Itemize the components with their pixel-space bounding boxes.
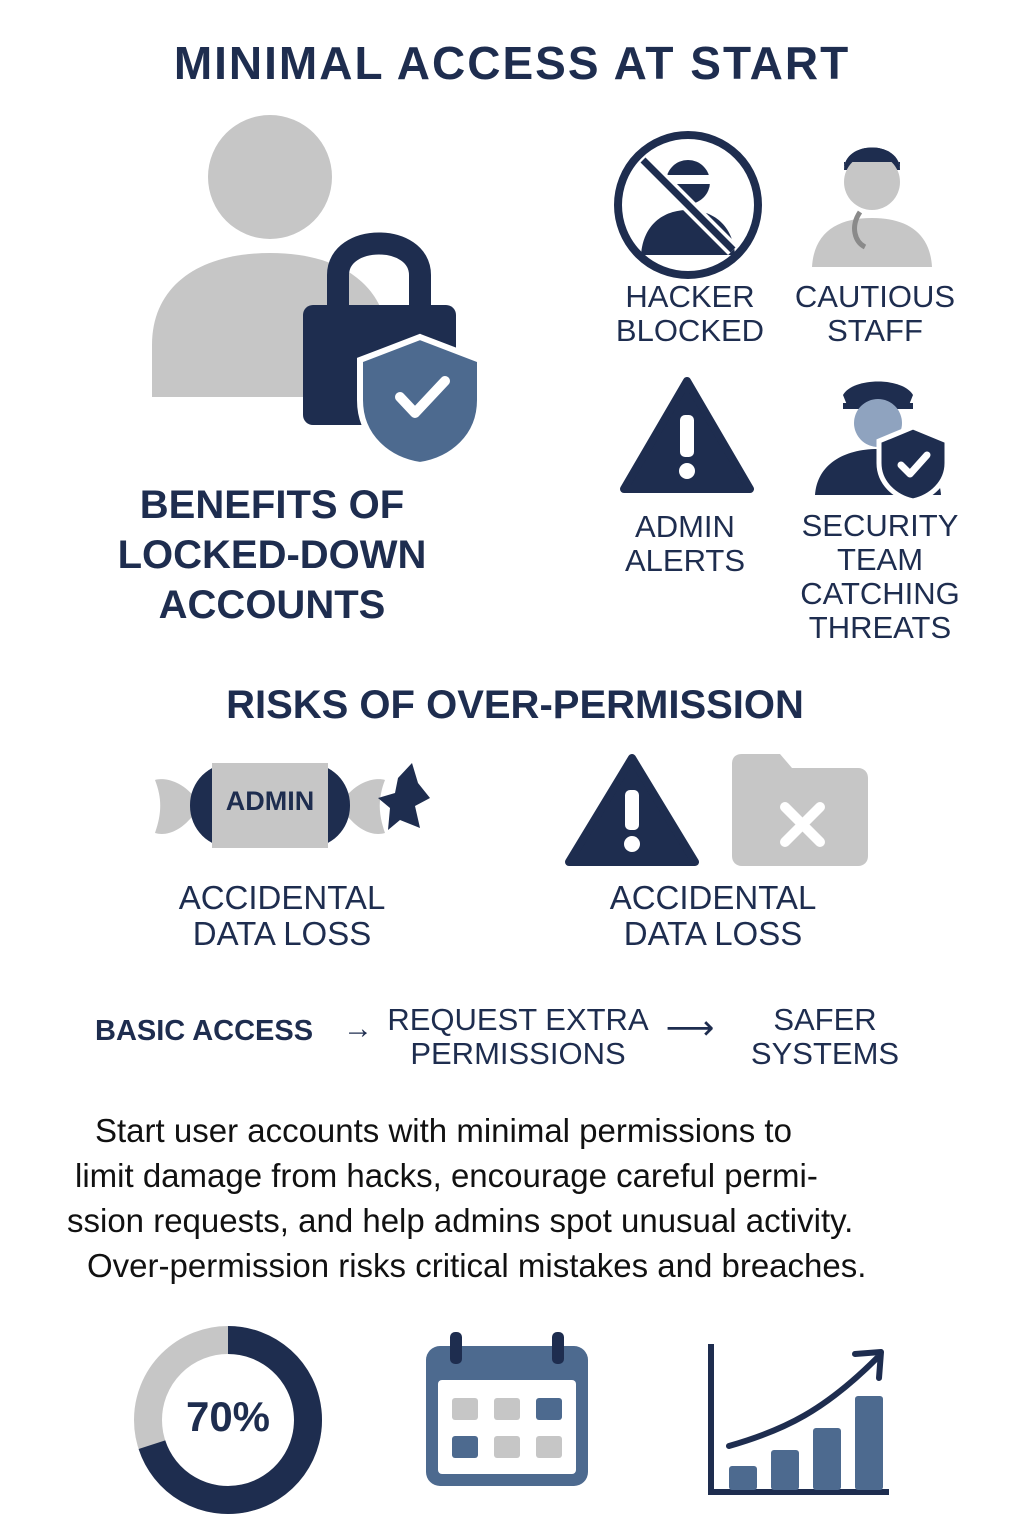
cautious-staff-label: CAUTIOUS STAFF xyxy=(794,279,956,349)
description-paragraph xyxy=(65,1108,1015,1288)
warning-icon xyxy=(620,375,755,495)
flow-step-basic-access: BASIC ACCESS xyxy=(95,1015,314,1047)
flow-arrow-1: → xyxy=(343,1012,373,1045)
flow-step-safer: SAFER SYSTEMS xyxy=(750,1002,900,1072)
description-line: ssion requests, and help admins spot unusual activity. xyxy=(67,1202,854,1239)
security-team-label: SECURITY TEAM CATCHING THREATS xyxy=(800,508,960,646)
deleted-folder-icon xyxy=(730,752,870,867)
admin-alerts-label: ADMIN ALERTS xyxy=(624,509,746,579)
description-line: limit damage from hacks, encourage careful permi- xyxy=(75,1157,818,1194)
thinking-person-icon xyxy=(810,132,940,272)
flow-step-request: REQUEST EXTRA PERMISSIONS xyxy=(387,1002,649,1072)
risk-2-label: ACCIDENTAL DATA LOSS xyxy=(609,879,817,953)
flow-arrow-2: ⟶ xyxy=(665,1009,715,1047)
security-guard-icon xyxy=(813,375,953,505)
benefits-heading: BENEFITS OF LOCKED-DOWN ACCOUNTS xyxy=(117,483,427,627)
growth-chart-icon xyxy=(705,1340,895,1500)
risk-1-label: ACCIDENTAL DATA LOSS xyxy=(178,879,386,953)
risk-warning-icon xyxy=(565,752,700,867)
blocked-hacker-icon xyxy=(613,130,763,280)
calendar-icon xyxy=(422,1330,592,1490)
locked-user-icon xyxy=(150,115,490,460)
risks-heading: RISKS OF OVER-PERMISSION xyxy=(226,683,804,727)
page-title: MINIMAL ACCESS AT START xyxy=(173,37,851,89)
description-line: Over-permission risks critical mistakes and breaches. xyxy=(87,1247,867,1284)
description-line: Start user accounts with minimal permissions to xyxy=(95,1112,792,1149)
candy-admin-text: ADMIN xyxy=(225,786,315,816)
donut-percent-label: 70% xyxy=(185,1393,271,1440)
hacker-blocked-label: HACKER BLOCKED xyxy=(615,279,765,349)
